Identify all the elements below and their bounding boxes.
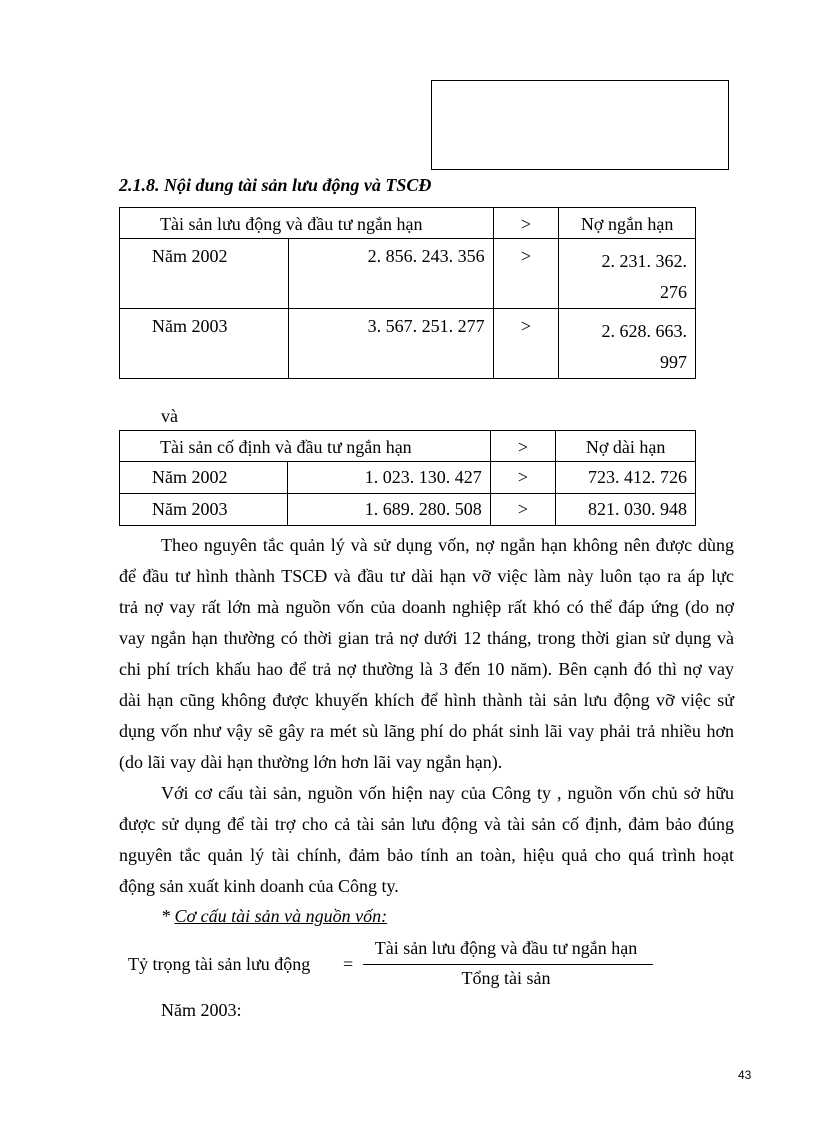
paragraph-line: dụng vốn như vậy sẽ gây ra mét sù lãng phí do phát sinh lãi vay phải trả nhiều hơn xyxy=(119,721,734,741)
asset-cell: 1. 023. 130. 427 xyxy=(287,462,490,494)
year-cell: Năm 2002 xyxy=(120,462,288,494)
table-row xyxy=(120,239,696,309)
year-cell: Năm 2002 xyxy=(120,239,289,309)
paragraph-line: chi phí trích khấu hao để trả nợ thường là 3 đến 10 năm). Bên cạnh đó thì nợ vay xyxy=(119,659,734,679)
debt-line1: 2. 628. 663. xyxy=(601,321,687,341)
formula-numerator: Tài sản lưu động và đầu tư ngắn hạn xyxy=(374,938,638,958)
table-header-row xyxy=(120,431,696,462)
page-number: 43 xyxy=(738,1068,752,1082)
header-op: > xyxy=(490,431,555,462)
empty-box xyxy=(431,80,729,170)
year-label: Năm 2003: xyxy=(161,1000,242,1020)
header-assets: Tài sản lưu động và đầu tư ngắn hạn xyxy=(120,208,494,239)
op-cell: > xyxy=(490,462,555,494)
formula-label: Tỷ trọng tài sản lưu động xyxy=(128,954,311,974)
current-assets-table xyxy=(119,207,696,379)
debt-cell: 723. 412. 726 xyxy=(556,462,696,494)
debt-line2: 997 xyxy=(660,352,687,372)
debt-line2: 276 xyxy=(660,282,687,302)
section-heading: 2.1.8. Nội dung tài sản lưu động và TSCĐ xyxy=(119,175,432,195)
table-row xyxy=(120,494,696,526)
subheading-bullet: * xyxy=(161,906,175,926)
asset-cell: 1. 689. 280. 508 xyxy=(287,494,490,526)
year-cell: Năm 2003 xyxy=(120,309,289,379)
subheading xyxy=(161,906,387,927)
connector-text: và xyxy=(161,406,178,426)
table-header-row xyxy=(120,208,696,239)
paragraph-principle xyxy=(119,530,734,778)
paragraph-line: nguyên tắc quản lý tài chính, đảm bảo tính an toàn, hiệu quả cho quá trình hoạt xyxy=(119,845,734,865)
debt-cell: 821. 030. 948 xyxy=(556,494,696,526)
formula-equals: = xyxy=(343,954,354,974)
fraction-bar xyxy=(363,964,653,965)
debt-cell xyxy=(559,309,696,379)
paragraph-line: Theo nguyên tắc quản lý và sử dụng vốn, nợ ngắn hạn không nên được dùng xyxy=(161,535,734,555)
header-debt: Nợ ngắn hạn xyxy=(559,208,696,239)
asset-cell: 2. 856. 243. 356 xyxy=(289,239,493,309)
op-cell: > xyxy=(493,239,559,309)
table-row xyxy=(120,462,696,494)
paragraph-structure xyxy=(119,778,734,902)
subheading-text: Cơ cấu tài sản và nguồn vốn: xyxy=(174,906,388,926)
paragraph-line: vay ngắn hạn thường có thời gian trả nợ dưới 12 tháng, trong thời gian sử dụng và xyxy=(119,628,734,648)
paragraph-line: (do lãi vay dài hạn thường lớn hơn lãi vay ngắn hạn). xyxy=(119,752,503,772)
formula-denominator: Tổng tài sản xyxy=(461,968,551,988)
paragraph-line: trả nợ vay rất lớn mà nguồn vốn của doanh nghiệp rất khó có thể đáp ứng (do nợ xyxy=(119,597,734,617)
paragraph-line: Với cơ cấu tài sản, nguồn vốn hiện nay của Công ty , nguồn vốn chủ sở hữu xyxy=(161,783,734,803)
op-cell: > xyxy=(490,494,555,526)
header-op: > xyxy=(493,208,559,239)
op-cell: > xyxy=(493,309,559,379)
paragraph-line: được sử dụng để tài trợ cho cả tài sản lưu động và tài sản cố định, đảm bảo đúng xyxy=(119,814,734,834)
paragraph-line: dài hạn cũng không được khuyến khích để hình thành tài sản lưu động vỡ việc sử xyxy=(119,690,734,710)
header-assets: Tài sản cố định và đầu tư ngắn hạn xyxy=(120,431,491,462)
paragraph-line: để đầu tư hình thành TSCĐ và đầu tư dài hạn vỡ việc làm này luôn tạo ra áp lực xyxy=(119,566,734,586)
debt-cell xyxy=(559,239,696,309)
fixed-assets-table xyxy=(119,430,696,526)
paragraph-line: động sản xuất kinh doanh của Công ty. xyxy=(119,876,399,896)
table-row xyxy=(120,309,696,379)
header-debt: Nợ dài hạn xyxy=(556,431,696,462)
asset-cell: 3. 567. 251. 277 xyxy=(289,309,493,379)
year-cell: Năm 2003 xyxy=(120,494,288,526)
debt-line1: 2. 231. 362. xyxy=(601,251,687,271)
